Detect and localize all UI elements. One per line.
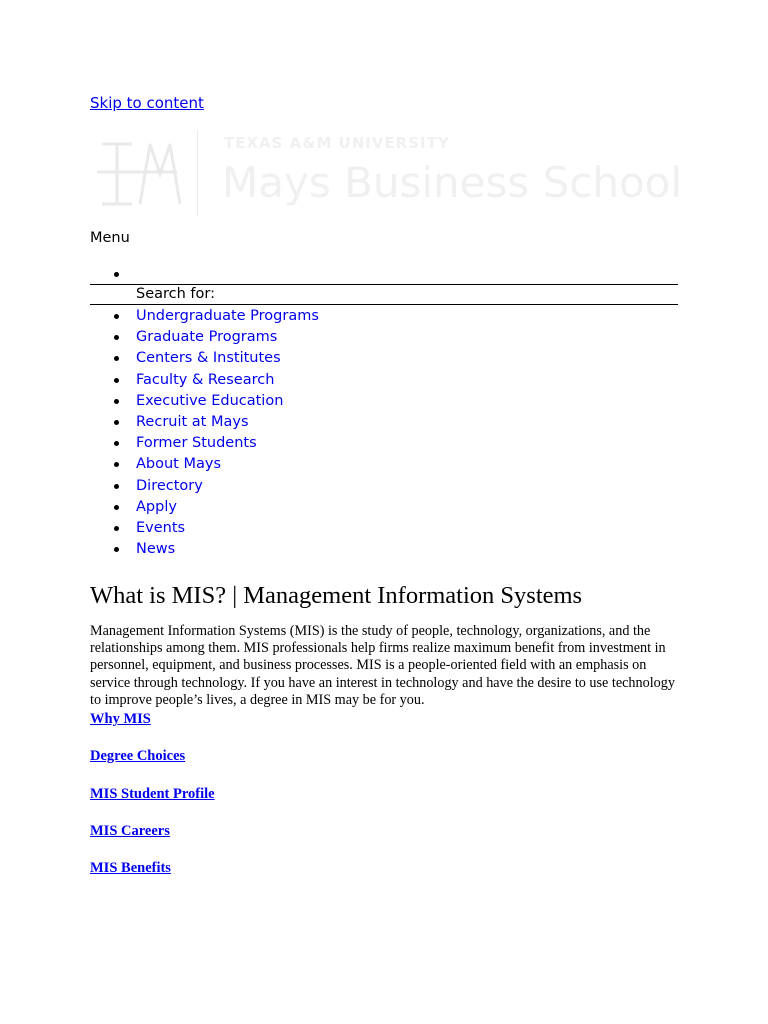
mis-careers-link[interactable]: MIS Careers	[90, 823, 170, 839]
logo-divider	[197, 130, 198, 216]
nav-link-undergraduate-programs[interactable]: Undergraduate Programs	[136, 308, 319, 324]
nav-link-apply[interactable]: Apply	[136, 498, 177, 515]
list-bullet	[114, 420, 119, 425]
nav-item	[90, 433, 319, 454]
nav-item	[90, 391, 319, 412]
nav-item	[90, 348, 319, 369]
search-divider-bottom	[90, 304, 678, 305]
nav-link-centers-institutes[interactable]: Centers & Institutes	[136, 350, 281, 367]
nav-link-directory[interactable]: Directory	[136, 477, 203, 494]
intro-paragraph: Management Information Systems (MIS) is the study of people, technology, organizations, and the relationships among them. MIS professionals help firms realize maximum benefit from investment in personnel, equipment, and business processes. MIS is a people-oriented field with an emphasis on service through technology. If you have an interest in technology and have the desire to use technology to improve people’s lives, a degree in MIS may be for you.	[90, 623, 675, 708]
nav-item	[90, 306, 319, 327]
list-bullet	[114, 547, 119, 552]
nav-link-about-mays[interactable]: About Mays	[136, 456, 222, 473]
list-bullet	[114, 356, 119, 361]
list-bullet	[114, 441, 119, 446]
page-title: What is MIS? | Management Information Systems	[90, 582, 583, 609]
list-bullet	[114, 335, 119, 340]
atm-logo-icon	[92, 134, 182, 212]
nav-link-faculty-research[interactable]: Faculty & Research	[136, 371, 275, 388]
nav-link-events[interactable]: Events	[136, 519, 186, 536]
nav-item	[90, 454, 319, 475]
nav-item	[90, 327, 319, 348]
skip-to-content-link[interactable]: Skip to content	[90, 94, 204, 112]
list-bullet	[114, 272, 119, 277]
search-divider-top	[90, 284, 678, 285]
nav-link-news[interactable]: News	[136, 541, 176, 558]
nav-item	[90, 497, 319, 518]
search-item	[90, 264, 678, 308]
list-bullet	[114, 399, 119, 404]
nav-item	[90, 476, 319, 497]
list-bullet	[114, 314, 119, 319]
nav-link-executive-education[interactable]: Executive Education	[136, 392, 284, 409]
list-bullet	[114, 526, 119, 531]
list-bullet	[114, 378, 119, 383]
mis-benefits-link[interactable]: MIS Benefits	[90, 860, 171, 876]
list-bullet	[114, 484, 119, 489]
menu-toggle[interactable]: Menu	[90, 230, 130, 246]
list-bullet	[114, 505, 119, 510]
mis-student-profile-link[interactable]: MIS Student Profile	[90, 786, 215, 802]
nav-item	[90, 518, 319, 539]
why-mis-link[interactable]: Why MIS	[90, 711, 151, 727]
nav-link-former-students[interactable]: Former Students	[136, 435, 257, 452]
nav-item	[90, 370, 319, 391]
list-bullet	[114, 462, 119, 467]
nav-item	[90, 412, 319, 433]
search-label: Search for:	[136, 286, 215, 302]
nav-link-recruit-at-mays[interactable]: Recruit at Mays	[136, 413, 249, 430]
university-name: TEXAS A&M UNIVERSITY	[224, 134, 450, 152]
nav-item	[90, 539, 319, 560]
nav-link-graduate-programs[interactable]: Graduate Programs	[136, 329, 278, 346]
mays-logo[interactable]	[92, 130, 683, 216]
school-name: Mays Business School	[222, 158, 683, 207]
main-nav	[90, 306, 319, 560]
degree-choices-link[interactable]: Degree Choices	[90, 748, 186, 764]
